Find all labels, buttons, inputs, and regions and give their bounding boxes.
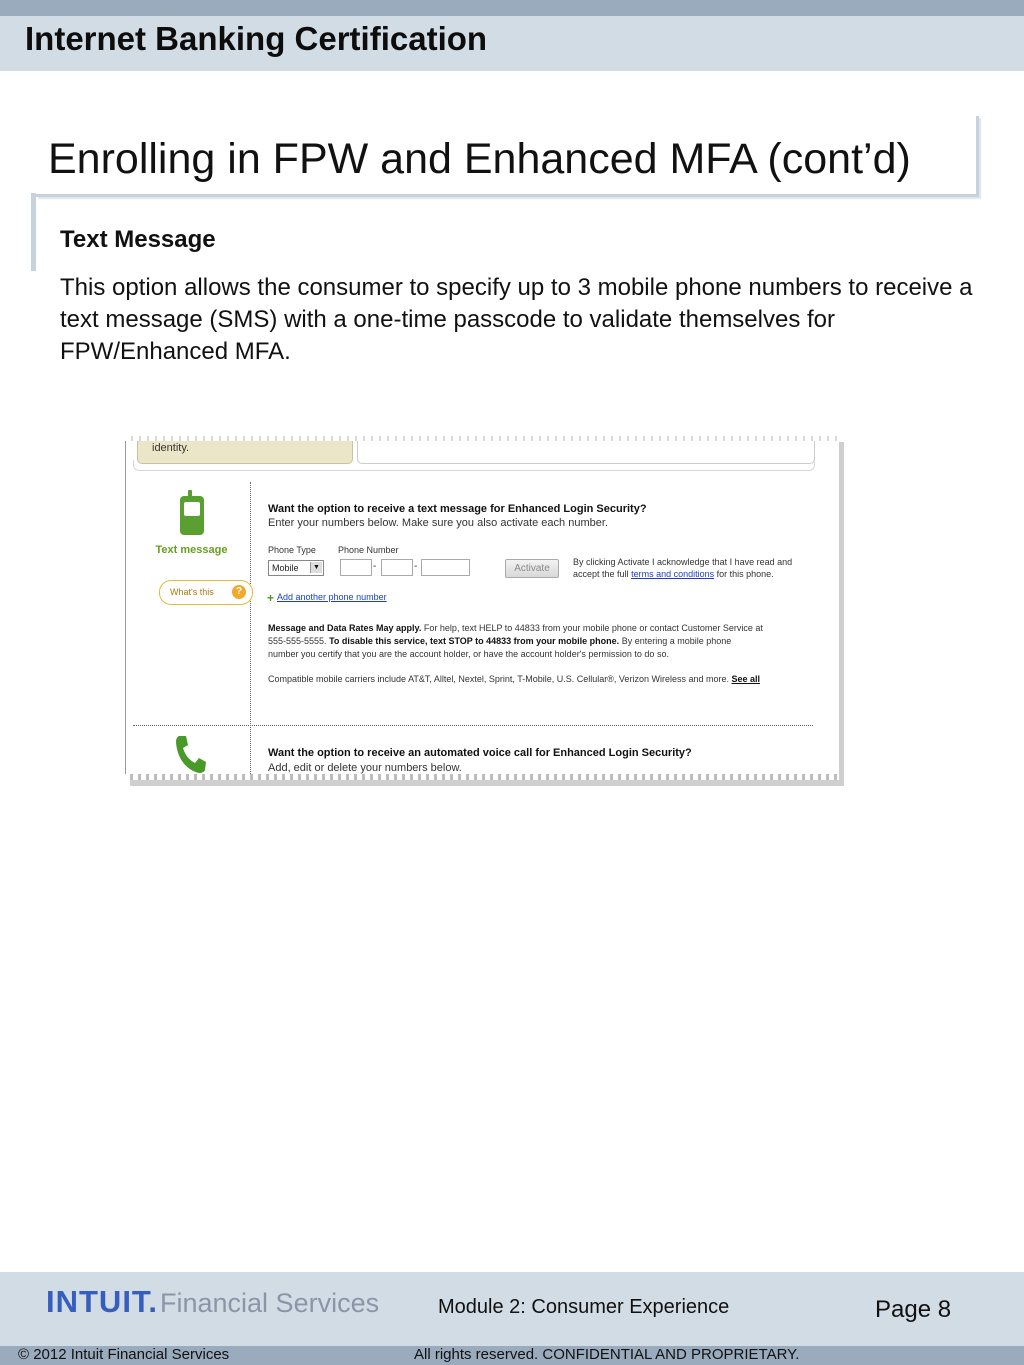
- stop-notice: [268, 636, 731, 646]
- carriers-text: Compatible mobile carriers include AT&T, Alltel, Nextel, Sprint, T-Mobile, U.S. Cellular®, Verizon Wireless and more.: [268, 674, 729, 684]
- row-divider: [133, 725, 813, 726]
- header-title: Internet Banking Certification: [25, 20, 488, 57]
- phone-type-value: Mobile: [272, 563, 299, 573]
- rights-text: All rights reserved. CONFIDENTIAL AND PROPRIETARY.: [414, 1346, 800, 1363]
- phone-type-select[interactable]: [268, 560, 324, 576]
- carriers-notice: [268, 674, 760, 684]
- whats-this-button[interactable]: [159, 580, 253, 605]
- header-strip: [0, 0, 1024, 16]
- panel-edge: [133, 460, 815, 471]
- title-frame-accent: [31, 193, 36, 271]
- dropdown-arrow-icon: ▼: [310, 562, 322, 573]
- slide-title: Enrolling in FPW and Enhanced MFA (cont’d): [48, 135, 911, 183]
- terms-link[interactable]: terms and conditions: [631, 569, 715, 579]
- stop-notice-bold: To disable this service, text STOP to 44833 from your mobile phone.: [329, 636, 620, 646]
- phone-type-label: Phone Type: [268, 545, 316, 555]
- phone-separator: -: [373, 561, 377, 572]
- ack-text: By clicking Activate I acknowledge that I have read and: [573, 557, 793, 567]
- rates-notice-bold: Message and Data Rates May apply.: [268, 623, 422, 633]
- torn-edge-top: [125, 436, 839, 441]
- torn-edge-bottom: [125, 774, 839, 780]
- whats-this-label: What's this: [170, 587, 214, 597]
- stop-notice-prefix: 555-555-5555.: [268, 636, 327, 646]
- voice-instruction: Add, edit or delete your numbers below.: [268, 762, 462, 774]
- page-number: Page 8: [875, 1296, 952, 1323]
- intuit-logo: INTUIT.: [46, 1284, 159, 1319]
- section-heading: Text Message: [60, 226, 216, 253]
- activate-button[interactable]: [505, 559, 559, 578]
- phone-separator: -: [414, 561, 418, 572]
- sms-instruction: Enter your numbers below. Make sure you also activate each number.: [268, 517, 608, 529]
- phone-line-input[interactable]: [421, 559, 470, 576]
- stop-notice-text: By entering a mobile phone: [621, 636, 732, 646]
- plus-icon: +: [267, 591, 275, 605]
- see-all-link[interactable]: See all: [731, 674, 761, 684]
- voice-question: Want the option to receive an automated voice call for Enhanced Login Security?: [268, 747, 692, 759]
- ack-suffix: for this phone.: [716, 569, 774, 579]
- identity-text: identity.: [152, 442, 190, 454]
- rates-notice-text: For help, text HELP to 44833 from your mobile phone or contact Customer Service at: [423, 623, 763, 633]
- sms-question: Want the option to receive a text message for Enhanced Login Security?: [268, 503, 647, 515]
- help-icon: ?: [232, 585, 246, 599]
- module-label: Module 2: Consumer Experience: [438, 1296, 730, 1318]
- ack-text-2: [573, 569, 774, 579]
- embedded-screenshot: [125, 436, 839, 780]
- add-phone-link[interactable]: Add another phone number: [277, 592, 387, 602]
- phone-area-code-input[interactable]: [340, 559, 372, 576]
- panel-border: [125, 436, 126, 780]
- voice-call-phone-icon: [173, 734, 207, 774]
- ack-prefix: accept the full: [573, 569, 629, 579]
- copyright-text: © 2012 Intuit Financial Services: [18, 1346, 230, 1363]
- section-body: This option allows the consumer to specify up to 3 mobile phone numbers to receive a text message (SMS) with a one-time passcode to validate themselves for FPW/Enhanced MFA.: [60, 274, 973, 365]
- logo-subtitle: Financial Services: [160, 1288, 380, 1318]
- phone-prefix-input[interactable]: [381, 559, 413, 576]
- certify-notice: number you certify that you are the account holder, or have the account holder's permission to do so.: [268, 649, 669, 659]
- column-divider: [250, 482, 251, 780]
- mobile-phone-icon: [179, 490, 205, 536]
- text-message-label: Text message: [155, 544, 228, 556]
- activate-label: Activate: [514, 563, 550, 574]
- rates-notice: [268, 623, 763, 633]
- phone-number-label: Phone Number: [338, 545, 399, 555]
